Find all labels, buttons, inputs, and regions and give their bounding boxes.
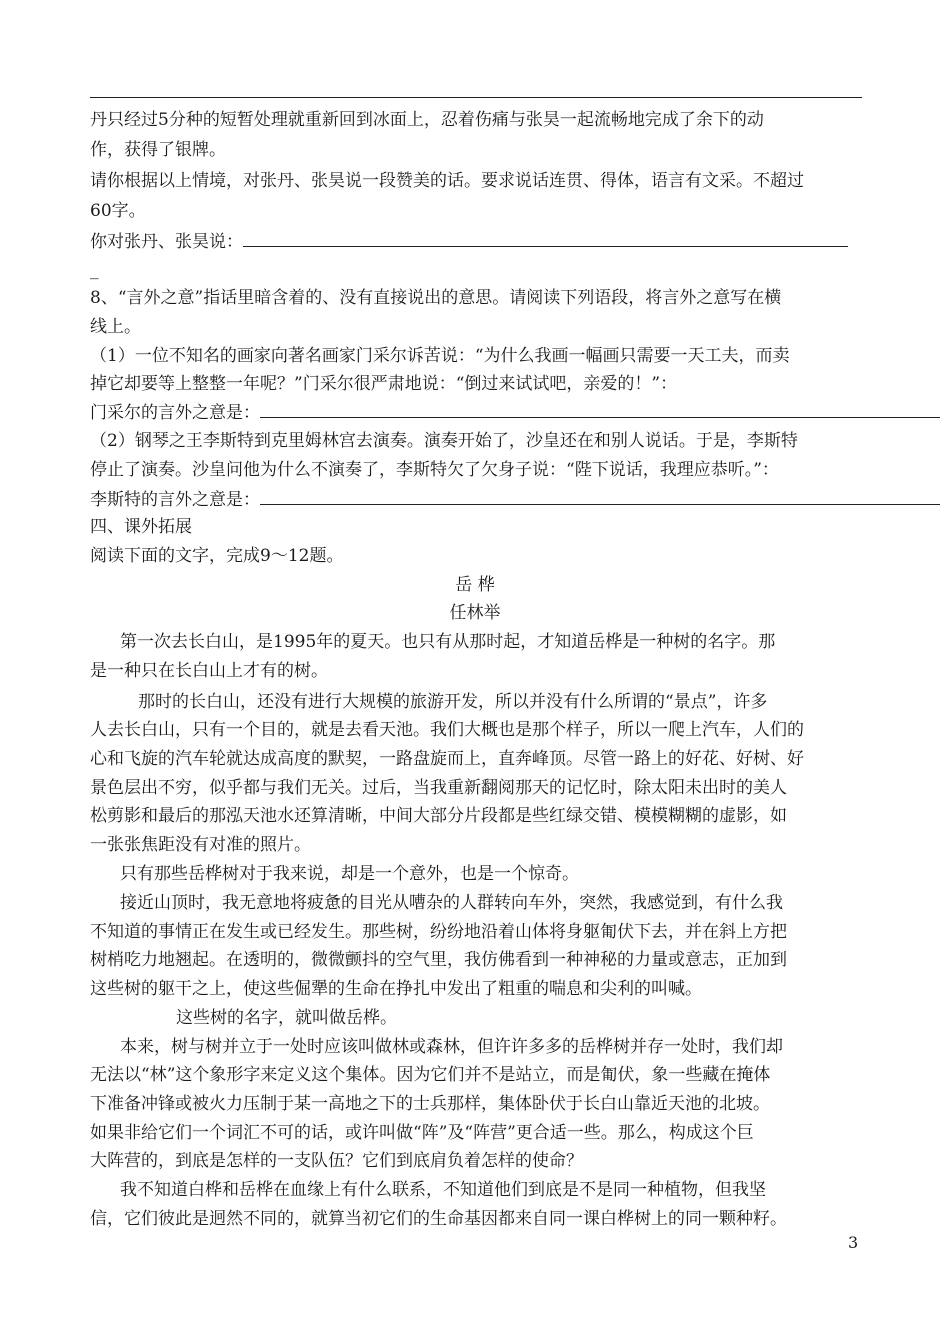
article-line: 这些树的躯干之上，使这些倔犟的生命在挣扎中发出了粗重的喘息和尖利的叫喊。 <box>90 979 702 999</box>
article-line: 人去长白山，只有一个目的，就是去看天池。我们大概也是那个样子，所以一爬上汽车，人们的 <box>90 720 804 740</box>
answer-prompt: 你对张丹、张昊说： <box>90 232 243 252</box>
article-line: 景色层出不穷，似乎都与我们无关。过后，当我重新翻阅那天的记忆时，除太阳未出时的美人 <box>90 778 787 798</box>
article-line: 只有那些岳桦树对于我来说，却是一个意外，也是一个惊奇。 <box>120 864 579 884</box>
article-title: 岳 桦 <box>455 575 495 595</box>
article-line: 信，它们彼此是迥然不同的，就算当初它们的生命基因都来自同一课白桦树上的同一颗种籽。 <box>90 1209 787 1229</box>
question-8-item-1: （1）一位不知名的画家向著名画家门采尔诉苦说：“为什么我画一幅画只需要一天工夫，而卖 <box>90 346 790 366</box>
question-8-item-1: 掉它却要等上整整一年呢？”门采尔很严肃地说：“倒过来试试吧，亲爱的！”： <box>90 374 678 394</box>
text-line: 60字。 <box>90 201 146 221</box>
article-line: 这些树的名字，就叫做岳桦。 <box>176 1008 397 1028</box>
article-line: 我不知道白桦和岳桦在血缘上有什么联系，不知道他们到底是不是同一种植物，但我坚 <box>120 1180 766 1200</box>
article-line: 无法以“林”这个象形字来定义这个集体。因为它们并不是站立，而是匍伏，象一些藏在掩体 <box>90 1065 771 1085</box>
answer-blank-continuation[interactable]: _ <box>90 260 99 280</box>
article-line: 不知道的事情正在发生或已经发生。那些树，纷纷地沿着山体将身躯匍伏下去，并在斜上方把 <box>90 922 787 942</box>
answer-row-liszt <box>90 487 940 511</box>
article-line: 本来，树与树并立于一处时应该叫做林或森林，但许许多多的岳桦树并存一处时，我们却 <box>120 1037 783 1057</box>
section-heading: 四、课外拓展 <box>90 517 192 537</box>
question-8-item-2: （2）钢琴之王李斯特到克里姆林宫去演奏。演奏开始了，沙皇还在和别人说话。于是，李斯特 <box>90 431 798 451</box>
article-line: 第一次去长白山，是1995年的夏天。也只有从那时起，才知道岳桦是一种树的名字。那 <box>120 632 776 652</box>
article-line: 接近山顶时，我无意地将疲惫的目光从嘈杂的人群转向车外，突然，我感觉到，有什么我 <box>120 893 783 913</box>
text-line: 请你根据以上情境，对张丹、张昊说一段赞美的话。要求说话连贯、得体，语言有文采。不超过 <box>90 171 804 191</box>
article-line: 一张张焦距没有对准的照片。 <box>90 835 311 855</box>
article-line: 下准备冲锋或被火力压制于某一高地之下的士兵那样，集体卧伏于长白山靠近天池的北坡。 <box>90 1094 770 1114</box>
article-line: 是一种只在长白山上才有的树。 <box>90 661 328 681</box>
article-line: 如果非给它们一个词汇不可的话，或许叫做“阵”及“阵营”更合适一些。那么，构成这个巨 <box>90 1123 754 1143</box>
answer-blank-praise[interactable] <box>243 229 848 247</box>
answer-prompt: 李斯特的言外之意是： <box>90 490 260 510</box>
article-author: 任林举 <box>449 603 501 623</box>
article-line: 心和飞旋的汽车轮就达成高度的默契，一路盘旋而上，直奔峰顶。尽管一路上的好花、好树、好 <box>90 749 804 769</box>
text-line: 作，获得了银牌。 <box>90 140 226 160</box>
article-line: 松剪影和最后的那泓天池水还算清晰，中间大部分片段都是些红绿交错、模模糊糊的虚影，如 <box>90 806 787 826</box>
answer-prompt: 门采尔的言外之意是： <box>90 403 260 423</box>
top-divider <box>90 97 862 98</box>
question-8-line: 8、“言外之意”指话里暗含着的、没有直接说出的意思。请阅读下列语段，将言外之意写在横 <box>90 288 782 308</box>
answer-row-praise <box>90 229 848 253</box>
article-line: 树梢吃力地翘起。在透明的，微微颤抖的空气里，我仿佛看到一种神秘的力量或意志，正加到 <box>90 950 787 970</box>
page-number: 3 <box>848 1233 859 1252</box>
question-8-item-2: 停止了演奏。沙皇问他为什么不演奏了，李斯特欠了欠身子说：“陛下说话，我理应恭听。”： <box>90 460 779 480</box>
article-line: 那时的长白山，还没有进行大规模的旅游开发，所以并没有什么所谓的“景点”，许多 <box>138 692 768 712</box>
answer-row-menzel <box>90 400 940 424</box>
article-line: 大阵营的，到底是怎样的一支队伍？它们到底肩负着怎样的使命？ <box>90 1151 583 1171</box>
answer-blank-liszt[interactable] <box>260 487 940 505</box>
question-8-line: 线上。 <box>90 317 141 337</box>
text-line: 丹只经过5分种的短暂处理就重新回到冰面上，忍着伤痛与张昊一起流畅地完成了余下的动 <box>90 110 764 130</box>
reading-instruction: 阅读下面的文字，完成9～12题。 <box>90 546 344 566</box>
answer-blank-menzel[interactable] <box>260 400 940 418</box>
